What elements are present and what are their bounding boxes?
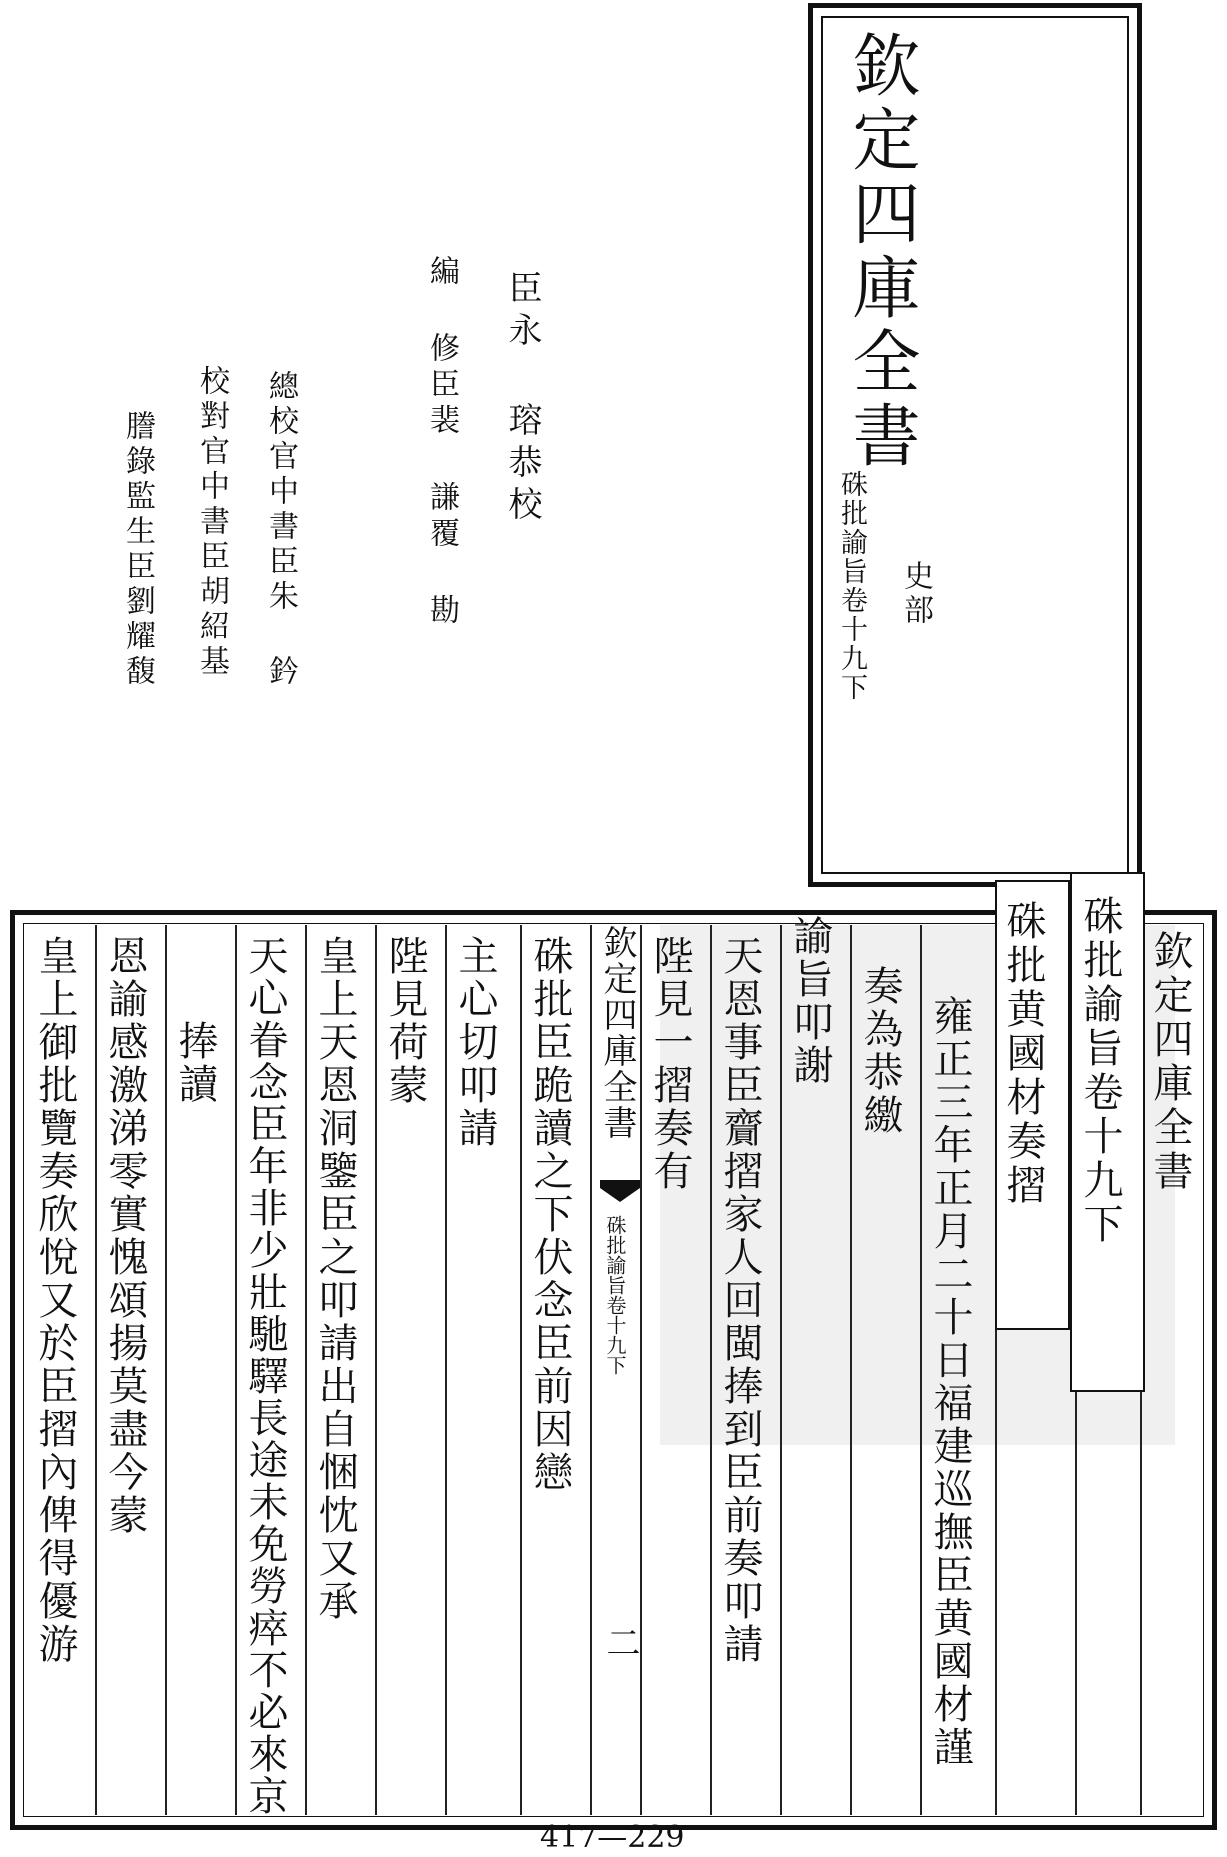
column-rule (590, 925, 592, 1815)
credit-editor-yongrong: 臣永 瑢恭校 (502, 270, 542, 528)
body-line-1: 奏為恭繳 (857, 965, 903, 1137)
column-rule (165, 925, 167, 1815)
cover-title: 欽定四庫全書 (841, 30, 920, 474)
page-number: 417—229 (540, 1820, 685, 1855)
credit-chief-proofreader: 總校官中書臣朱 鈐 (263, 370, 298, 690)
credit-proofreader: 校對官中書臣胡紹基 (194, 365, 229, 680)
fish-tail-mark (600, 1180, 640, 1204)
column-rule (920, 925, 922, 1815)
body-line-11: 恩諭感激涕零實愧頌揚莫盡今蒙 (102, 935, 148, 1537)
body-line-9: 天心眷念臣年非少壯馳驛長途未免勞瘁不必來京 (242, 935, 288, 1817)
column-rule (235, 925, 237, 1815)
column-rule (520, 925, 522, 1815)
body-line-5: 硃批臣跪讀之下伏念臣前因戀 (527, 935, 573, 1494)
fish-tail-book: 欽定四庫全書 (597, 925, 637, 1141)
body-line-6: 主心切叩請 (452, 935, 498, 1150)
credit-copyist: 謄錄監生臣劉耀馥 (120, 410, 155, 690)
column-rule (850, 925, 852, 1815)
page-volume: 硃批諭旨卷十九下 (1077, 895, 1123, 1247)
body-line-3: 天恩事臣齎摺家人回閩捧到臣前奏叩請 (717, 935, 763, 1666)
fish-tail-leaf: 二 (600, 1625, 640, 1659)
column-rule (95, 925, 97, 1815)
body-line-12: 皇上御批覽奏欣悅又於臣摺內俾得優游 (32, 935, 78, 1666)
credit-editor-peiqian: 編 修臣裴 謙覆 勘 (424, 255, 459, 630)
memorial-title: 硃批黄國材奏摺 (1000, 900, 1046, 1208)
cover-category: 史部 (898, 560, 933, 628)
column-rule (375, 925, 377, 1815)
column-rule (710, 925, 712, 1815)
fish-tail-volume: 硃批諭旨卷十九下 (603, 1215, 627, 1375)
body-line-4: 陛見一摺奏有 (647, 935, 693, 1193)
body-line-2: 諭旨叩謝 (787, 915, 833, 1087)
body-line-10: 捧讀 (172, 1020, 218, 1106)
date-line: 雍正三年正月二十日福建巡撫臣黄國材謹 (927, 995, 973, 1769)
page-heading: 欽定四庫全書 (1147, 930, 1193, 1194)
column-rule (640, 925, 642, 1815)
cover-volume: 硃批諭旨卷十九下 (836, 470, 867, 702)
body-line-8: 皇上天恩洞鑒臣之叩請出自悃忱又承 (312, 935, 358, 1623)
body-line-7: 陛見荷蒙 (382, 935, 428, 1107)
column-rule (445, 925, 447, 1815)
column-rule (780, 925, 782, 1815)
column-rule (305, 925, 307, 1815)
